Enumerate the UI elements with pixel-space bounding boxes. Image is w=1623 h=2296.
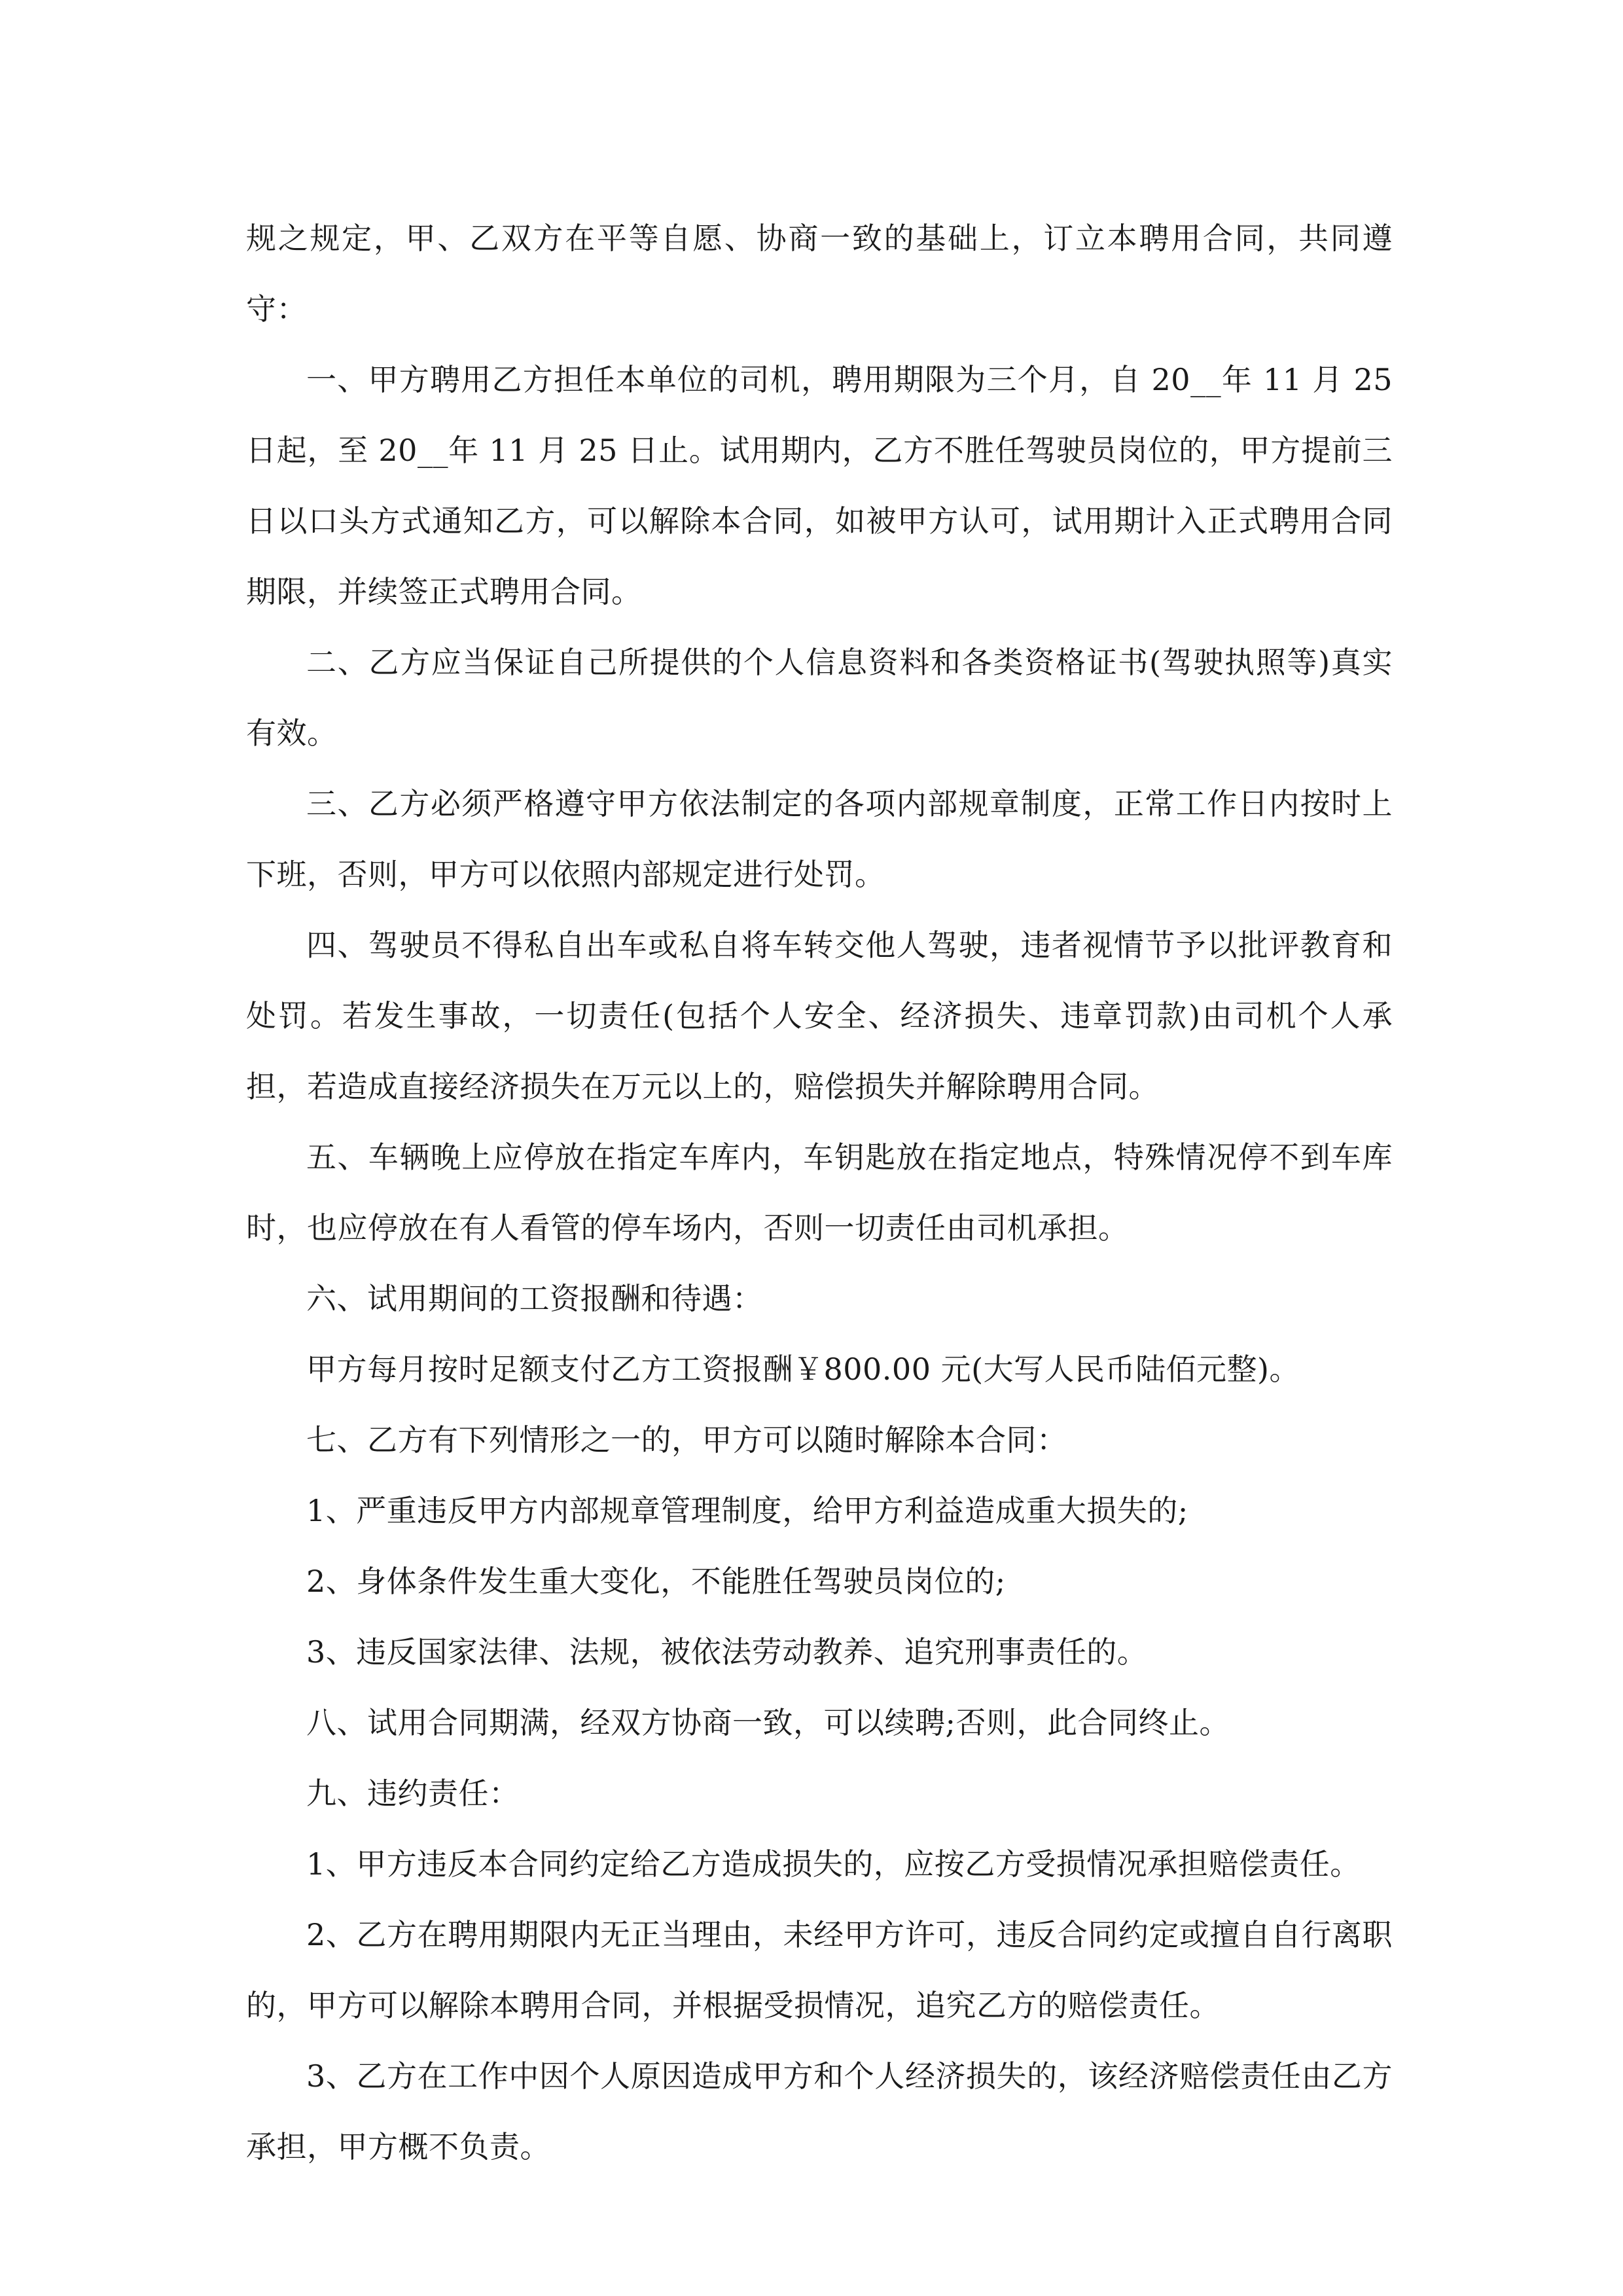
paragraph-clause-7-item-2: 2、身体条件发生重大变化，不能胜任驾驶员岗位的; xyxy=(306,1564,1006,1599)
paragraph-clause-7-item-3: 3、违反国家法律、法规，被依法劳动教养、追究刑事责任的。 xyxy=(306,1634,1148,1670)
paragraph-intro-continuation: 规之规定，甲、乙双方在平等自愿、协商一致的基础上，订立本聘用合同，共同遵守： xyxy=(246,221,1393,327)
paragraph-salary: 甲方每月按时足额支付乙方工资报酬￥800.00 元(大写人民币陆佰元整)。 xyxy=(306,1352,1300,1387)
paragraph-clause-1: 一、甲方聘用乙方担任本单位的司机，聘用期限为三个月，自 20__年 11 月 25 日起，至 20__年 11 月 25 日止。试用期内，乙方不胜任驾驶员岗位的，甲方提前三日以口头方式通知乙方，可以解除本合同，如被甲方认可，试用期计入正式聘用合同期限，并续签正式聘用合同。 xyxy=(246,362,1393,609)
paragraph-clause-8: 八、试用合同期满，经双方协商一致，可以续聘;否则，此合同终止。 xyxy=(306,1705,1230,1740)
paragraph-clause-9-item-3: 3、乙方在工作中因个人原因造成甲方和个人经济损失的，该经济赔偿责任由乙方承担，甲方概不负责。 xyxy=(246,2058,1393,2164)
paragraph-clause-7: 七、乙方有下列情形之一的，甲方可以随时解除本合同： xyxy=(306,1422,1067,1458)
paragraph-clause-9-item-2: 2、乙方在聘用期限内无正当理由，未经甲方许可，违反合同约定或擅自自行离职的，甲方可以解除本聘用合同，并根据受损情况，追究乙方的赔偿责任。 xyxy=(246,1917,1393,2023)
contract-body xyxy=(246,203,1393,2182)
paragraph-clause-9-item-1: 1、甲方违反本合同约定给乙方造成损失的，应按乙方受损情况承担赔偿责任。 xyxy=(306,1846,1361,1882)
paragraph-clause-6: 六、试用期间的工资报酬和待遇： xyxy=(306,1281,763,1316)
paragraph-clause-5: 五、车辆晚上应停放在指定车库内，车钥匙放在指定地点，特殊情况停不到车库时，也应停放在有人看管的停车场内，否则一切责任由司机承担。 xyxy=(246,1139,1393,1246)
paragraph-clause-7-item-1: 1、严重违反甲方内部规章管理制度，给甲方利益造成重大损失的; xyxy=(306,1493,1188,1528)
paragraph-clause-9: 九、违约责任： xyxy=(306,1776,520,1811)
paragraph-clause-2: 二、乙方应当保证自己所提供的个人信息资料和各类资格证书(驾驶执照等)真实有效。 xyxy=(246,645,1393,751)
paragraph-clause-3: 三、乙方必须严格遵守甲方依法制定的各项内部规章制度，正常工作日内按时上下班，否则，甲方可以依照内部规定进行处罚。 xyxy=(246,786,1393,892)
paragraph-clause-4: 四、驾驶员不得私自出车或私自将车转交他人驾驶，违者视情节予以批评教育和处罚。若发生事故，一切责任(包括个人安全、经济损失、违章罚款)由司机个人承担，若造成直接经济损失在万元以上的，赔偿损失并解除聘用合同。 xyxy=(246,927,1393,1104)
